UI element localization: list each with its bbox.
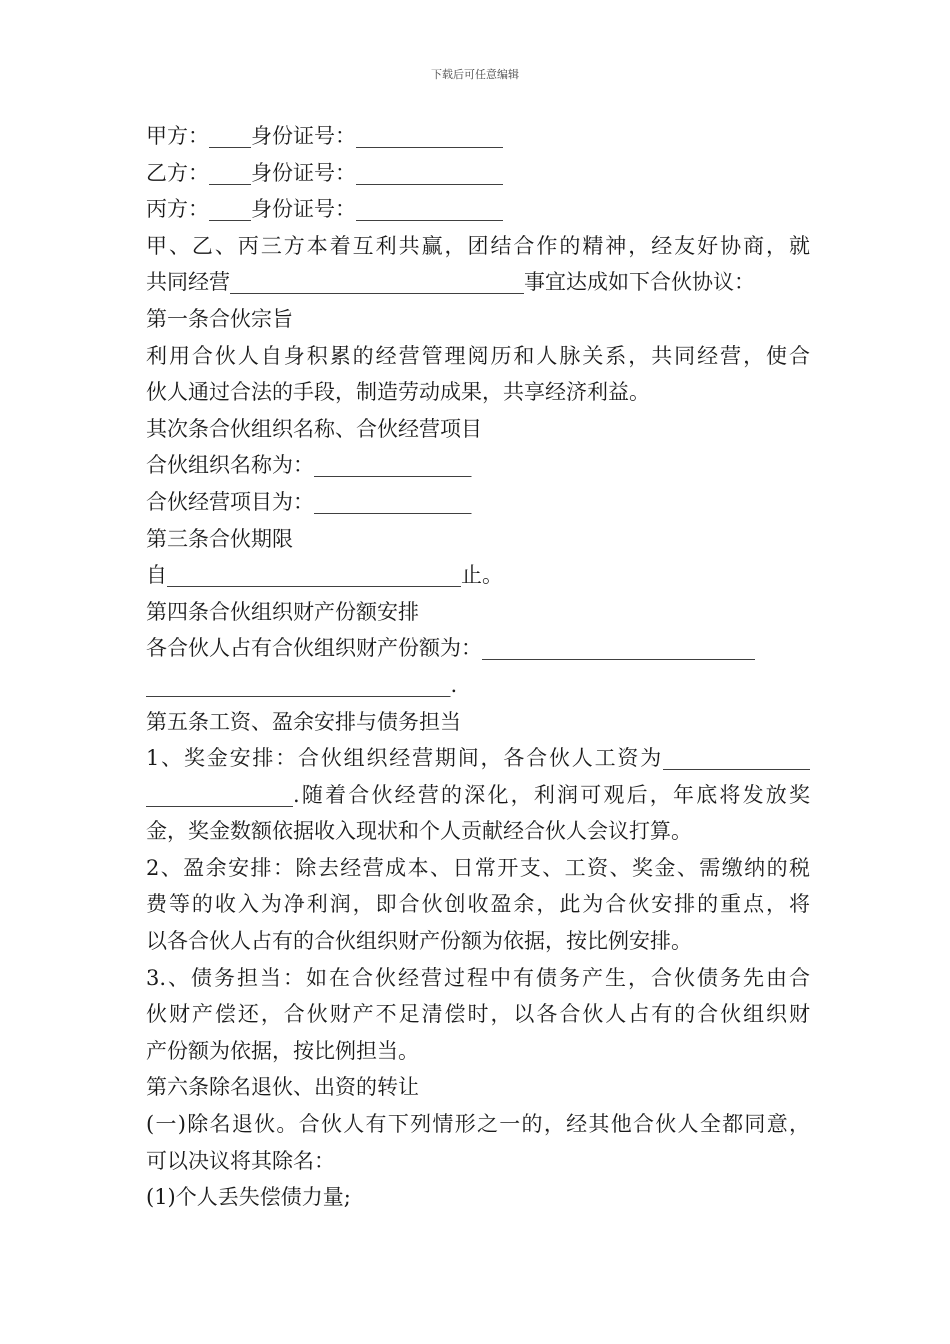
article-1-text-2: 伙人通过合法的手段，制造劳动成果，共享经济利益。 [146,380,650,405]
expulsion-item-1: (1)个人丢失偿债力量; [146,1185,351,1210]
business-item-line: 合伙经营项目为：_______________ [146,489,472,514]
article-5-heading: 第五条工资、盈余安排与债务担当 [146,709,461,734]
page-header-note: 下载后可任意编辑 [431,68,519,81]
article-2-heading: 其次条合伙组织名称、合伙经营项目 [146,416,482,441]
preamble-line-1: 甲、乙、丙三方本着互利共赢，团结合作的精神，经友好协商，就 [146,233,810,258]
party-b-line: 乙方：____身份证号：______________ [146,160,503,185]
bonus-line-1: 1、奖金安排：合伙组织经营期间，各合伙人工资为______________ [146,746,810,771]
debt-line-3: 产份额为依据，按比例担当。 [146,1038,419,1063]
surplus-line-1: 2、盈余安排：除去经营成本、日常开支、工资、奖金、需缴纳的税 [146,855,810,880]
article-6-heading: 第六条除名退伙、出资的转让 [146,1075,419,1100]
debt-line-1: 3.、债务担当：如在合伙经营过程中有债务产生，合伙债务先由合 [146,965,810,990]
share-line-2: _____________________________. [146,672,458,697]
article-1-heading: 第一条合伙宗旨 [146,306,293,331]
preamble-line-2: 共同经营____________________________事宜达成如下合伙协议： [146,270,755,295]
bonus-line-2: ______________.随着合伙经营的深化，利润可观后，年底将发放奖 [146,782,810,807]
surplus-line-2: 费等的收入为净利润，即合伙创收盈余，此为合伙安排的重点，将 [146,892,810,917]
surplus-line-3: 以各合伙人占有的合伙组织财产份额为依据，按比例安排。 [146,929,692,954]
article-3-heading: 第三条合伙期限 [146,526,293,551]
debt-line-2: 伙财产偿还，合伙财产不足清偿时，以各合伙人占有的合伙组织财 [146,1002,810,1027]
expulsion-line-1: (一)除名退伙。合伙人有下列情形之一的，经其他合伙人全都同意， [146,1112,810,1137]
article-1-text-1: 利用合伙人自身积累的经营管理阅历和人脉关系，共同经营，使合 [146,343,810,368]
share-line-1: 各合伙人占有合伙组织财产份额为：__________________________ [146,636,755,661]
contract-body [146,118,810,1216]
expulsion-line-2: 可以决议将其除名： [146,1148,335,1173]
term-line: 自____________________________止。 [146,563,503,588]
article-4-heading: 第四条合伙组织财产份额安排 [146,599,419,624]
org-name-line: 合伙组织名称为：_______________ [146,453,472,478]
party-a-line: 甲方：____身份证号：______________ [146,124,503,148]
party-c-line: 丙方：____身份证号：______________ [146,197,503,222]
bonus-line-3: 金，奖金数额依据收入现状和个人贡献经合伙人会议打算。 [146,819,692,844]
